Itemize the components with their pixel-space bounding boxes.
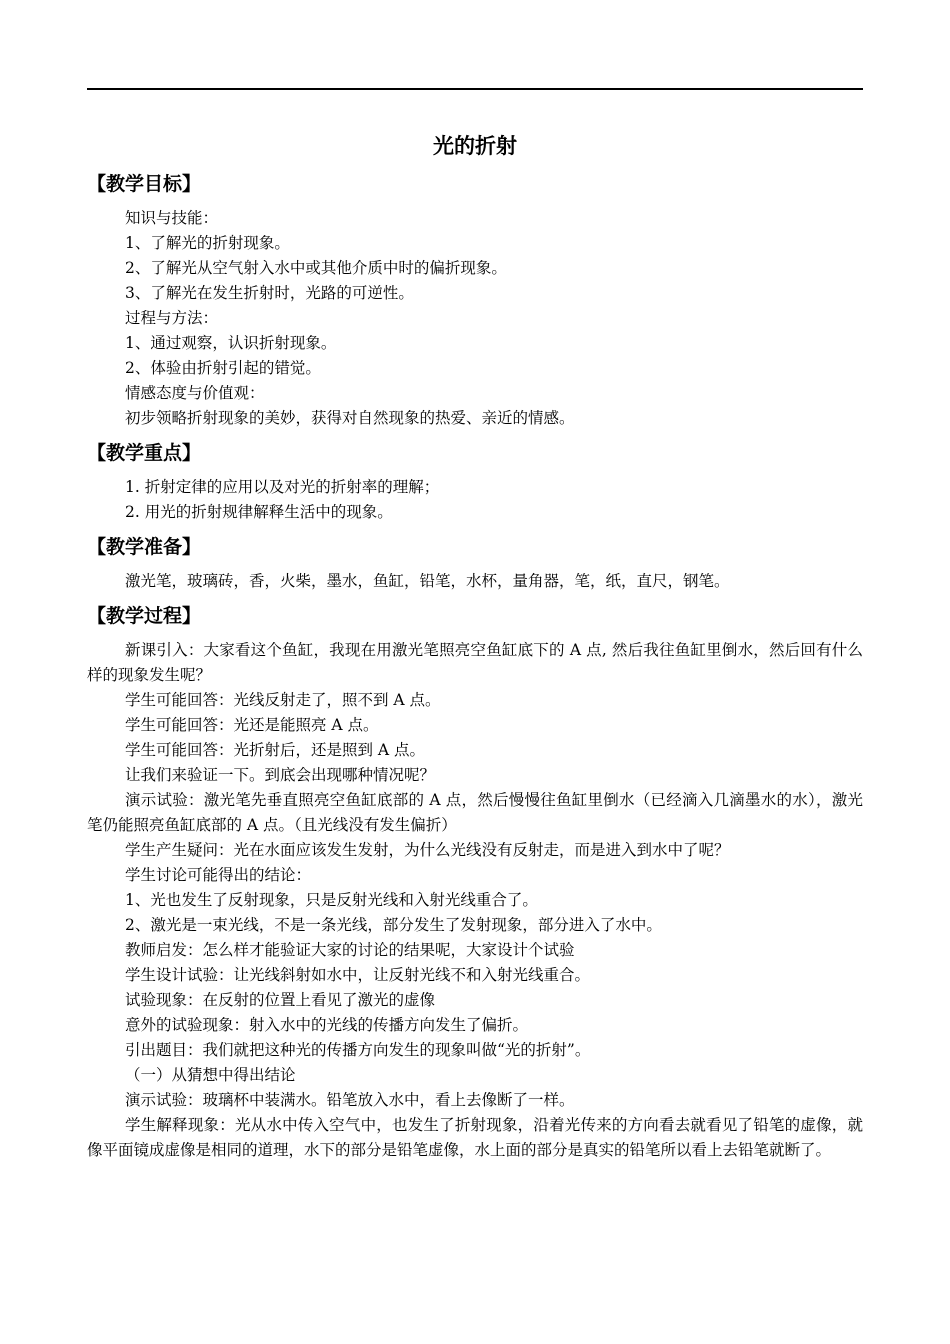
paragraph: 教师启发：怎么样才能验证大家的讨论的结果呢，大家设计个试验 <box>125 941 575 959</box>
paragraph: 新课引入：大家看这个鱼缸，我现在用激光笔照亮空鱼缸底下的 A 点, 然后我往鱼缸里倒水，然后回有什么样的现象发生呢？ <box>87 641 863 684</box>
section-heading-goals: 【教学目标】 <box>87 173 202 195</box>
process-body <box>87 638 863 1163</box>
paragraph: 2. 用光的折射规律解释生活中的现象。 <box>125 503 393 521</box>
header-rule <box>87 88 863 90</box>
paragraph: 2、激光是一束光线，不是一条光线，部分发生了发射现象，部分进入了水中。 <box>125 916 662 934</box>
section-heading-key-points: 【教学重点】 <box>87 442 202 464</box>
paragraph: 1. 折射定律的应用以及对光的折射率的理解； <box>125 478 440 496</box>
preparation-body <box>87 569 863 594</box>
goals-body <box>87 206 863 431</box>
document-page <box>87 88 863 1163</box>
paragraph: 试验现象：在反射的位置上看见了激光的虚像 <box>125 991 436 1009</box>
paragraph: 学生产生疑问：光在水面应该发生发射，为什么光线没有反射走，而是进入到水中了呢？ <box>125 841 730 859</box>
paragraph: 让我们来验证一下。到底会出现哪种情况呢？ <box>125 766 436 784</box>
paragraph: 学生可能回答：光还是能照亮 A 点。 <box>125 716 379 734</box>
paragraph: 学生设计试验：让光线斜射如水中，让反射光线不和入射光线重合。 <box>125 966 591 984</box>
paragraph: 过程与方法： <box>125 309 219 327</box>
paragraph: 3、了解光在发生折射时，光路的可逆性。 <box>125 284 414 302</box>
paragraph: 情感态度与价值观： <box>125 384 265 402</box>
paragraph: 2、了解光从空气射入水中或其他介质中时的偏折现象。 <box>125 259 507 277</box>
paragraph: 引出题目：我们就把这种光的传播方向发生的现象叫做“光的折射”。 <box>125 1041 591 1059</box>
paragraph: 学生解释现象：光从水中传入空气中，也发生了折射现象，沿着光传来的方向看去就看见了铅笔的虚像，就像平面镜成虚像是相同的道理，水下的部分是铅笔虚像，水上面的部分是真实的铅笔所以看上去铅笔就断了。 <box>87 1116 863 1159</box>
paragraph: 演示试验：玻璃杯中装满水。铅笔放入水中，看上去像断了一样。 <box>125 1091 575 1109</box>
paragraph: 意外的试验现象：射入水中的光线的传播方向发生了偏折。 <box>125 1016 529 1034</box>
paragraph: 1、光也发生了反射现象，只是反射光线和入射光线重合了。 <box>125 891 538 909</box>
document-title: 光的折射 <box>433 134 517 158</box>
section-heading-process: 【教学过程】 <box>87 605 202 627</box>
paragraph: （一）从猜想中得出结论 <box>125 1066 296 1084</box>
paragraph: 学生可能回答：光线反射走了，照不到 A 点。 <box>125 691 441 709</box>
paragraph: 学生可能回答：光折射后，还是照到 A 点。 <box>125 741 426 759</box>
section-heading-preparation: 【教学准备】 <box>87 536 202 558</box>
paragraph: 演示试验：激光笔先垂直照亮空鱼缸底部的 A 点，然后慢慢往鱼缸里倒水（已经滴入几滴墨水的水），激光笔仍能照亮鱼缸底部的 A 点。（且光线没有发生偏折） <box>87 791 863 834</box>
paragraph: 1、了解光的折射现象。 <box>125 234 290 252</box>
paragraph: 2、体验由折射引起的错觉。 <box>125 359 321 377</box>
paragraph: 知识与技能： <box>125 209 219 227</box>
paragraph: 初步领略折射现象的美妙，获得对自然现象的热爱、亲近的情感。 <box>125 409 575 427</box>
key-points-body <box>87 475 863 525</box>
paragraph: 学生讨论可能得出的结论： <box>125 866 312 884</box>
paragraph: 激光笔，玻璃砖，香，火柴，墨水，鱼缸，铅笔，水杯，量角器，笔，纸，直尺，钢笔。 <box>125 572 730 590</box>
paragraph: 1、通过观察，认识折射现象。 <box>125 334 337 352</box>
